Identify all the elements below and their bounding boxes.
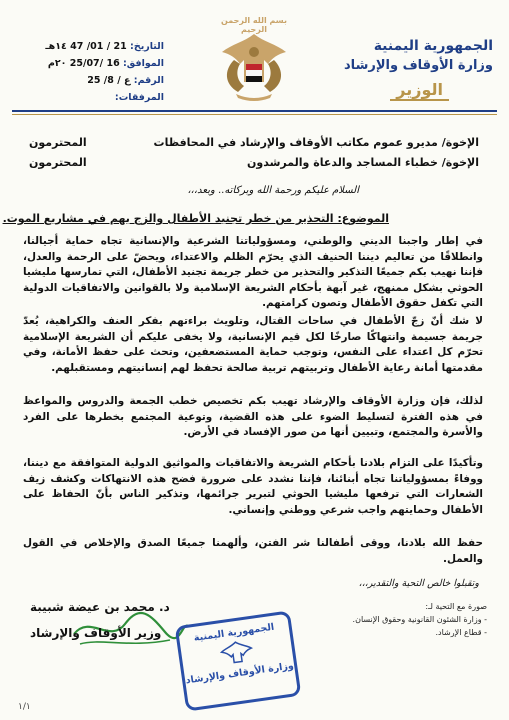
page-number: ١/١: [18, 702, 31, 712]
attachments: المرفقات:: [114, 92, 164, 103]
reference-number: الرقم: ع / 8/ 25: [87, 75, 164, 86]
subject-line: الموضوع: التحذير من خطر تجنيد الأطفال والزج بهم في مشاريع الموت.: [2, 212, 389, 225]
closing: وتقبلوا خالص التحية والتقدير،،،: [358, 578, 479, 589]
header-divider-gold: [12, 114, 497, 115]
copy-item: - قطاع الإرشاد.: [435, 628, 487, 637]
date-hijri: التاريخ: 21 / 01/ 47 ١٤هـ: [45, 41, 164, 52]
stamp-top-text: الجمهورية اليمنية: [193, 621, 275, 644]
date-gregorian: الموافق: 16 /25/07 ٢٠م: [47, 58, 164, 69]
minister-title: الوزير: [390, 80, 449, 101]
header-divider: [12, 110, 497, 112]
greeting: السلام عليكم ورحمة الله وبركاته.. وبعد،،،: [187, 185, 359, 196]
stamp-bottom-text: وزارة الأوقاف والإرشاد: [185, 660, 295, 687]
ministry-title: وزارة الأوقاف والإرشاد: [344, 58, 493, 73]
signature-title: وزير الأوقاف والإرشاد: [30, 626, 162, 640]
paragraph-4: وتأكيدًا على التزام بلادنا بأحكام الشريعة والاتفاقيات والمواثيق الدولية المتوافقة مع ديننا، ووفاءً بمسؤولياتنا تجاه أبنائنا، فإننا نشدد على ضرورة فضح هذه الانتهاكات وكشف زيف الشعارات التي ترفعها مليشيا الحوثي لتبرير جرائمها، وتذكير الناس بأنّ الحفاظ على الأطفال وحمايتهم واجب شرعي ووطني وإنساني.: [23, 457, 483, 516]
reference-block: [14, 38, 164, 106]
republic-title: الجمهورية اليمنية: [373, 38, 493, 54]
copies-block: [327, 600, 487, 639]
stamp-emblem-icon: [218, 638, 255, 668]
paragraph-1: في إطار واجبنا الديني والوطني، ومسؤولياتنا الشرعية والإنسانية تجاه حماية أجيالنا، وانطلاقًا من تعاليم ديننا الحنيف الذي يحرّم الظلم والاعتداء، ويحضّ على الرحمة والعدل، فإننا نهيب بكم جميعًا التذكير والتحذير من خطر جريمة تجنيد الأطفال، التي تمارسها مليشيا الحوثي بشكل ممنهج، غير آبهة بأحكام الشريعة الإسلامية ولا بالقوانين والاتفاقيات الدولية التي تكفل حقوق الأطفال وتصون كرامتهم.: [23, 235, 483, 309]
paragraph-3: لذلك، فإن وزارة الأوقاف والإرشاد تهيب بكم تخصيص خطب الجمعة والدروس والمواعظ في هذه الفترة لتسليط الضوء على هذه القضية، وتوعية المجتمع بخطرها على الفرد والأسرة والمجتمع، وتبيين أنها من صور الإفساد في الأرض.: [23, 395, 483, 438]
addressee-2: الإخوة/ خطباء المساجد والدعاة والمرشدون المحترمون: [29, 156, 479, 169]
copies-heading: صورة مع التحية لـ:: [425, 602, 487, 611]
addressee-1: الإخوة/ مديرو عموم مكاتب الأوقاف والإرشاد في المحافظات المحترمون: [29, 136, 479, 149]
paragraph-5: حفظ الله بلادنا، ووقى أطفالنا شر الفتن، وألهمنا جميعًا الصدق والإخلاص في القول والعمل.: [23, 537, 483, 565]
official-stamp: [175, 610, 302, 711]
paragraph-2: لا شك أنّ زجّ الأطفال في ساحات القتال، وتلويث براءتهم بفكر العنف والكراهية، يُعدّ جريمة جسيمة وانتهاكًا صارخًا لكل قيم الإنسانية، ولا يخفى عليكم أن الشريعة الإسلامية تحرّم كل اعتداء على النفس، وتوجب حماية المستضعفين، وتحث على حفظ الأمانة، وفي مقدمتها أمانة رعاية الأطفال وتربيتهم تربية صالحة تحفظ لهم إنسانيتهم ومستقبلهم.: [23, 315, 483, 374]
copy-item: - وزارة الشئون القانونية وحقوق الإنسان.: [352, 615, 487, 624]
yemen-emblem-icon: [214, 30, 294, 104]
signature-name: د. محمد بن عيضة شبيبة: [30, 600, 170, 614]
basmala: بسم الله الرحمن الرحيم: [221, 16, 287, 34]
